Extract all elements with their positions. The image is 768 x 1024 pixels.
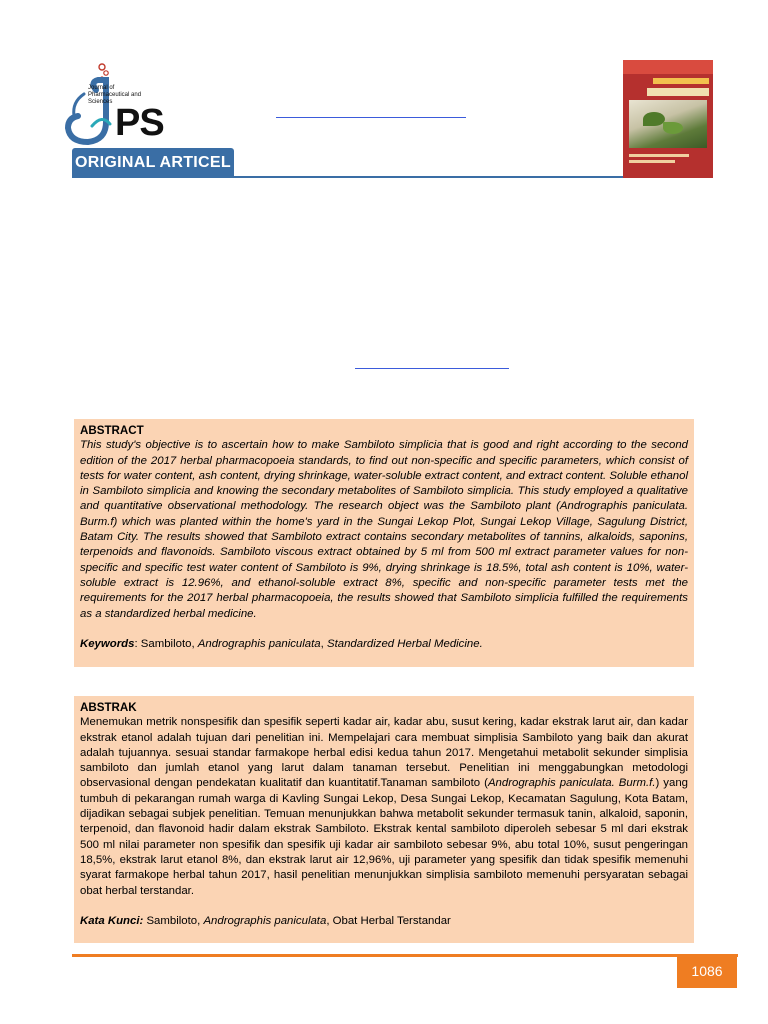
- abstract-indonesian: [74, 696, 694, 943]
- abstract-english: [74, 419, 694, 667]
- keywords-label: Keywords: [80, 637, 135, 650]
- email-link[interactable]: [355, 368, 509, 369]
- cover-title-bar: [653, 78, 709, 84]
- abstrak-body: Menemukan metrik nonspesifik dan spesifik seperti kadar air, kadar abu, susut kering, kadar ekstrak larut air, dan kadar ekstrak etanol adalah tujuan dari penelitian ini. Mempelajari cara membuat simplisia Sambiloto yang baik dan akurat adalah tujuannya. sesuai standar farmakope herbal edisi kedua tahun 2017. Mengetahui metabolit sekunder simplisia sambiloto dan jumlah etanol yang larut dalam tanaman tersebut. Penelitian ini menggabungkan metodologi observasional dengan pendekatan kualitatif dan kuantitatif.Tanaman sambiloto (Andrographis paniculata. Burm.f.) yang tumbuh di pekarangan rumah warga di Kavling Sungai Lekop, Desa Sungai Lekop, Kecamatan Sagulung, Kota Batam, dijadikan sebagai subjek penelitian. Temuan menunjukkan bahwa metabolit sekunder termasuk tanin, alkaloid, saponin, terpenoid, dan flavonoid hadir dalam ekstrak Sambiloto. Ekstrak kental sambiloto diperoleh sebesar 5 ml dari ekstrak 500 ml nilai parameter non spesifik dan spesifik uji kadar air sambiloto sebesar 9%, abu total 10%, susut pengeringan 18,5%, ekstrak larut etanol 8%, dan ekstrak larut air 12,96%, uji parameter yang spesifik dan tidak spesifik memenuhi syarat farmakope herbal tahun 2017, hasil penelitian menunjukkan simplisia sambiloto memenuhi persyaratan sebagai obat herbal terstandar.: [80, 716, 688, 897]
- journal-logo-abbr: PS: [115, 102, 164, 144]
- section-badge: ORIGINAL ARTICEL: [72, 148, 234, 178]
- cover-header: [623, 60, 713, 74]
- cover-footer-line: [629, 160, 675, 163]
- journal-cover-image: [623, 60, 713, 178]
- cover-footer-line: [629, 154, 689, 157]
- kata-kunci-label: Kata Kunci:: [80, 914, 144, 927]
- abstrak-keywords: Kata Kunci: Sambiloto, Andrographis paniculata, Obat Herbal Terstandar: [80, 914, 451, 927]
- cover-leaf: [663, 122, 683, 134]
- footer-rule: [72, 954, 738, 957]
- cover-leaf: [643, 112, 665, 126]
- abstrak-heading: ABSTRAK: [80, 701, 137, 714]
- abstract-keywords: Keywords: Sambiloto, Andrographis paniculata, Standardized Herbal Medicine.: [80, 637, 483, 650]
- journal-logo-text: Journal of Pharmaceutical and Sciences: [88, 85, 142, 105]
- doi-link[interactable]: [276, 117, 466, 118]
- abstract-body: This study's objective is to ascertain how to make Sambiloto simplicia that is good and right according to the second edition of the 2017 herbal pharmacopoeia standards, to find out non-specific and specific parameters, which consist of tests for water content, ash content, drying shrinkage, water-soluble extract content, and extract content. Soluble ethanol in Sambiloto simplicia and knowing the secondary metabolites of Sambiloto simplicia. This study employed a qualitative and quantitative observational methodology. The research object was the Sambiloto plant (Andrographis paniculata. Burm.f) which was planted within the home's yard in the Sungai Lekop Plot, Sungai Lekop Village, Sagulung District, Batam City. The results showed that Sambiloto extract contains secondary metabolites of tannins, alkaloids, saponins, terpenoids and flavonoids. Sambiloto viscous extract obtained by 5 ml from 500 ml extract parameter values for non-specific and specific test water content of Sambiloto is 9%, drying shrinkage is 18.5%, total ash content is 10%, water-soluble extract is 12.96%, and ethanol-soluble extract 8%, specific and non-specific parameter tests met the requirements for the 2017 herbal pharmacopoeia, the results showed that Sambiloto simplicia fulfilled the requirements as a standardized herbal medicine.: [80, 439, 688, 620]
- cover-subtitle-bar: [647, 88, 709, 96]
- header-rule: [72, 176, 712, 178]
- page-number: 1086: [677, 954, 737, 988]
- abstract-heading: ABSTRACT: [80, 424, 144, 437]
